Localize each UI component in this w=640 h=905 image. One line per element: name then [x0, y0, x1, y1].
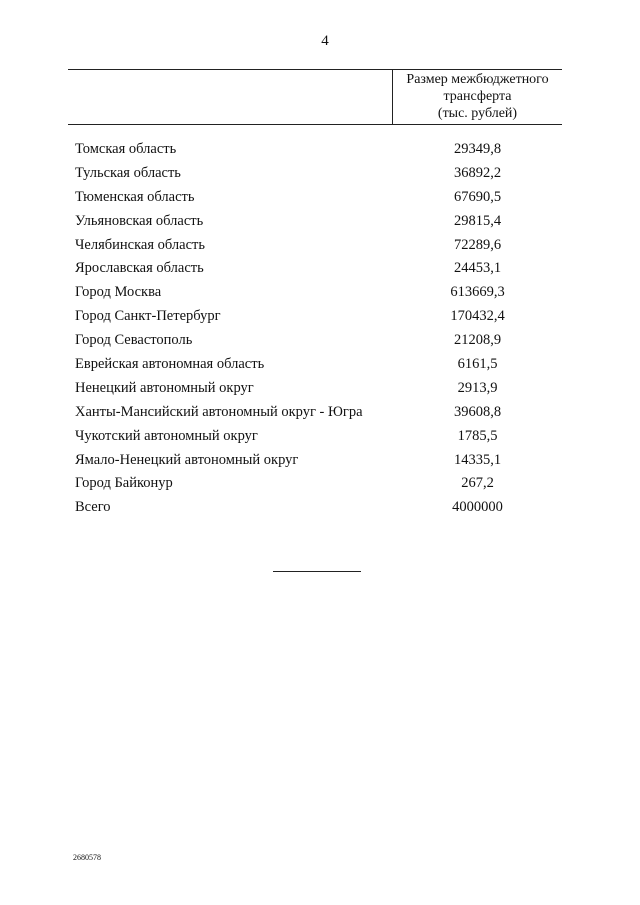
table-row	[75, 329, 562, 353]
transfer-amount: 24453,1	[453, 260, 502, 277]
table-row	[75, 281, 562, 305]
table-row	[75, 401, 562, 425]
table-row	[75, 138, 562, 162]
transfer-amount: 267,2	[461, 475, 494, 492]
table-row	[75, 305, 562, 329]
table-row	[75, 257, 562, 281]
table-header	[68, 69, 562, 125]
table-row	[75, 472, 562, 496]
total-label: Всего	[75, 499, 111, 516]
total-row	[75, 496, 562, 520]
region-name: Томская область	[75, 141, 177, 157]
region-name: Тюменская область	[75, 188, 195, 205]
transfer-amount: 67690,5	[453, 188, 502, 205]
transfer-amount: 14335,1	[453, 451, 502, 468]
region-name: Город Санкт-Петербург	[75, 308, 221, 325]
transfer-amount: 39608,8	[453, 403, 502, 420]
region-name: Еврейская автономная область	[75, 356, 265, 373]
value-column-header	[393, 71, 562, 122]
region-name: Ульяновская область	[75, 212, 204, 229]
table-row	[75, 234, 562, 258]
region-name: Город Байконур	[75, 475, 173, 492]
page-number: 4	[321, 33, 329, 49]
transfer-amount: 29815,4	[453, 212, 502, 229]
value-column-header-line3: (тыс. рублей)	[437, 106, 518, 121]
transfer-amount: 29349,8	[453, 141, 502, 157]
transfer-amount: 6161,5	[457, 356, 498, 373]
transfer-amount: 21208,9	[453, 332, 502, 349]
table-row	[75, 186, 562, 210]
total-amount: 4000000	[452, 499, 503, 516]
table-row	[75, 377, 562, 401]
transfer-amount: 613669,3	[450, 284, 505, 301]
table-row	[75, 162, 562, 186]
transfer-table	[75, 138, 562, 520]
region-name: Ненецкий автономный округ	[75, 379, 254, 396]
region-name: Город Севастополь	[75, 332, 193, 349]
value-column-header-line1: Размер межбюджетного	[406, 72, 549, 87]
table-row	[75, 449, 562, 473]
end-of-table-rule	[273, 571, 361, 572]
region-name: Ямало-Ненецкий автономный округ	[75, 451, 299, 468]
region-name: Тульская область	[75, 164, 181, 181]
region-name: Город Москва	[75, 284, 162, 301]
table-row	[75, 425, 562, 449]
transfer-amount: 2913,9	[457, 379, 498, 396]
transfer-amount: 170432,4	[450, 308, 505, 325]
transfer-amount: 36892,2	[453, 164, 502, 181]
transfer-amount: 1785,5	[457, 427, 498, 444]
region-name: Ярославская область	[75, 260, 204, 277]
table-row	[75, 353, 562, 377]
transfer-amount: 72289,6	[453, 236, 502, 253]
document-code: 2680578	[73, 853, 101, 862]
table-row	[75, 210, 562, 234]
region-name: Челябинская область	[75, 236, 205, 253]
value-column-header-line2: трансферта	[443, 89, 512, 104]
region-name: Ханты-Мансийский автономный округ - Югра	[75, 403, 363, 420]
region-name: Чукотский автономный округ	[75, 427, 258, 444]
